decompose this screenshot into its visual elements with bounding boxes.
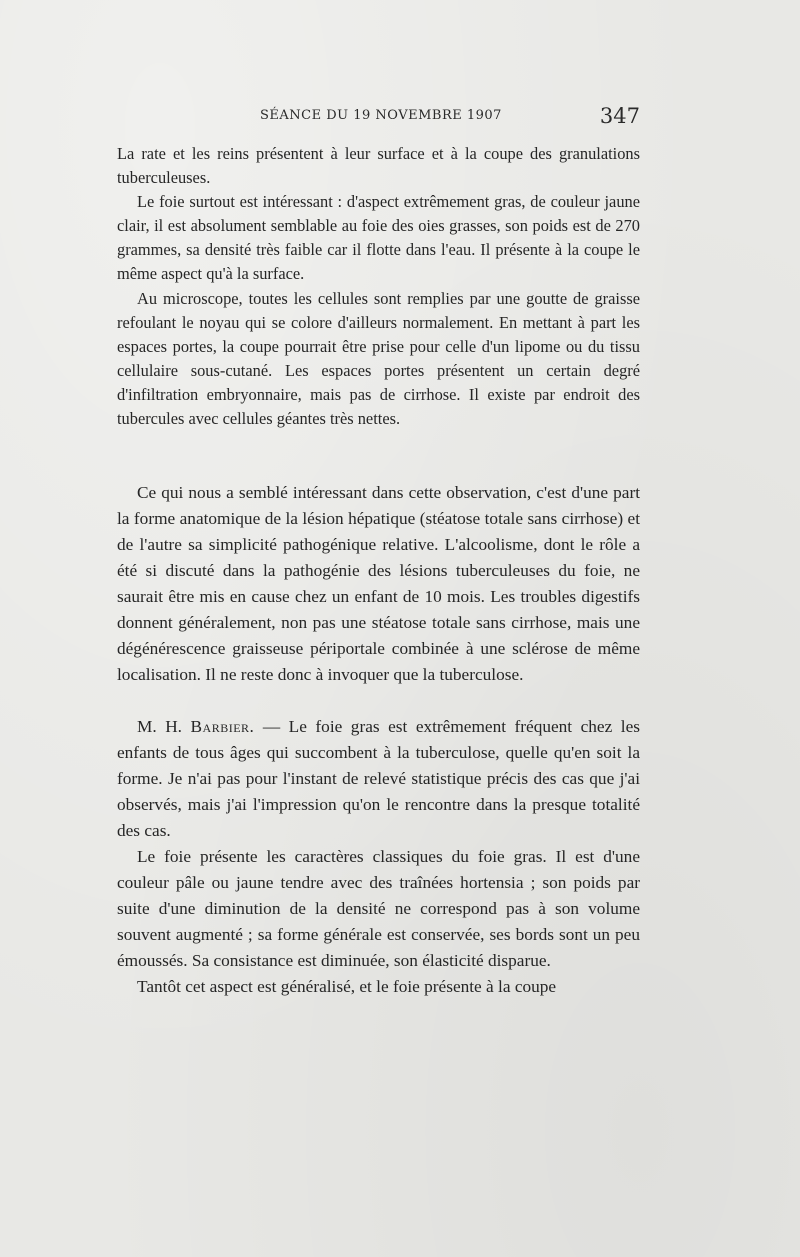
running-title: SÉANCE DU 19 NOVEMBRE 1907 — [260, 108, 502, 123]
paragraph-commentary: Ce qui nous a semblé intéressant dans cette observation, c'est d'une part la forme anatomique de la lésion hépatique (stéatose totale sans cirrhose) et de l'autre sa simplicité pathogénique relative. L'alcoolisme, dont le rôle a été si discuté dans la pathogénie des lésions tuberculeuses du foie, ne saurait être mis en cause chez un enfant de 10 mois. Les troubles digestifs donnent généralement, non pas une stéatose totale sans cirrhose, mais une dégénérescence graisseuse périportale combinée à une sclérose de même localisation. Il ne reste donc à invoquer que la tuberculose. — [117, 483, 640, 684]
discussion-section — [117, 714, 640, 1000]
speaker-name: Barbier. — [190, 717, 255, 736]
paragraph-liver-characteristics: Le foie présente les caractères classiques du foie gras. Il est d'une couleur pâle ou jaune tendre avec des traînées hortensia ; son poids par suite d'une diminution de la densité ne correspond pas à son volume souvent augmenté ; sa forme générale est conservée, ses bords sont un peu émoussés. Sa consistance est diminuée, son élasticité disparue. — [117, 847, 640, 970]
paragraph-spleen-kidneys: La rate et les reins présentent à leur surface et à la coupe des granulations tuberculeuses. — [117, 144, 640, 188]
barbier-remark-text: — Le foie gras est extrêmement fréquent chez les enfants de tous âges qui succombent à la tuberculose, quelle qu'en soit la forme. Je n'ai pas pour l'instant de relevé statistique précis des cas que j'ai observés, mais j'ai l'impression qu'on le rencontre dans la presque totalité des cas. — [117, 717, 640, 840]
paragraph-liver-section: Tantôt cet aspect est généralisé, et le foie présente à la coupe — [137, 977, 557, 996]
speaker-initials: M. H. — [137, 717, 182, 736]
page-number: 347 — [599, 104, 640, 128]
paragraph-barbier-remark — [117, 714, 640, 844]
observation-commentary — [117, 480, 640, 688]
case-report-section — [117, 142, 640, 431]
paragraph-liver-gross: Le foie surtout est intéressant : d'aspect extrêmement gras, de couleur jaune clair, il est absolument semblable au foie des oies grasses, son poids est de 270 grammes, sa densité très faible car il flotte dans l'eau. Il présente à la coupe le même aspect qu'à la surface. — [117, 192, 640, 284]
paragraph-microscopy: Au microscope, toutes les cellules sont remplies par une goutte de graisse refoulant le noyau qui se colore d'ailleurs normalement. En mettant à part les espaces portes, la coupe pourrait être prise pour celle d'un lipome ou du tissu cellulaire sous-cutané. Les espaces portes présentent un certain degré d'infiltration embryonnaire, mais pas de cirrhose. Il existe par endroit des tubercules avec cellules géantes très nettes. — [117, 288, 640, 429]
page-header — [116, 104, 640, 134]
